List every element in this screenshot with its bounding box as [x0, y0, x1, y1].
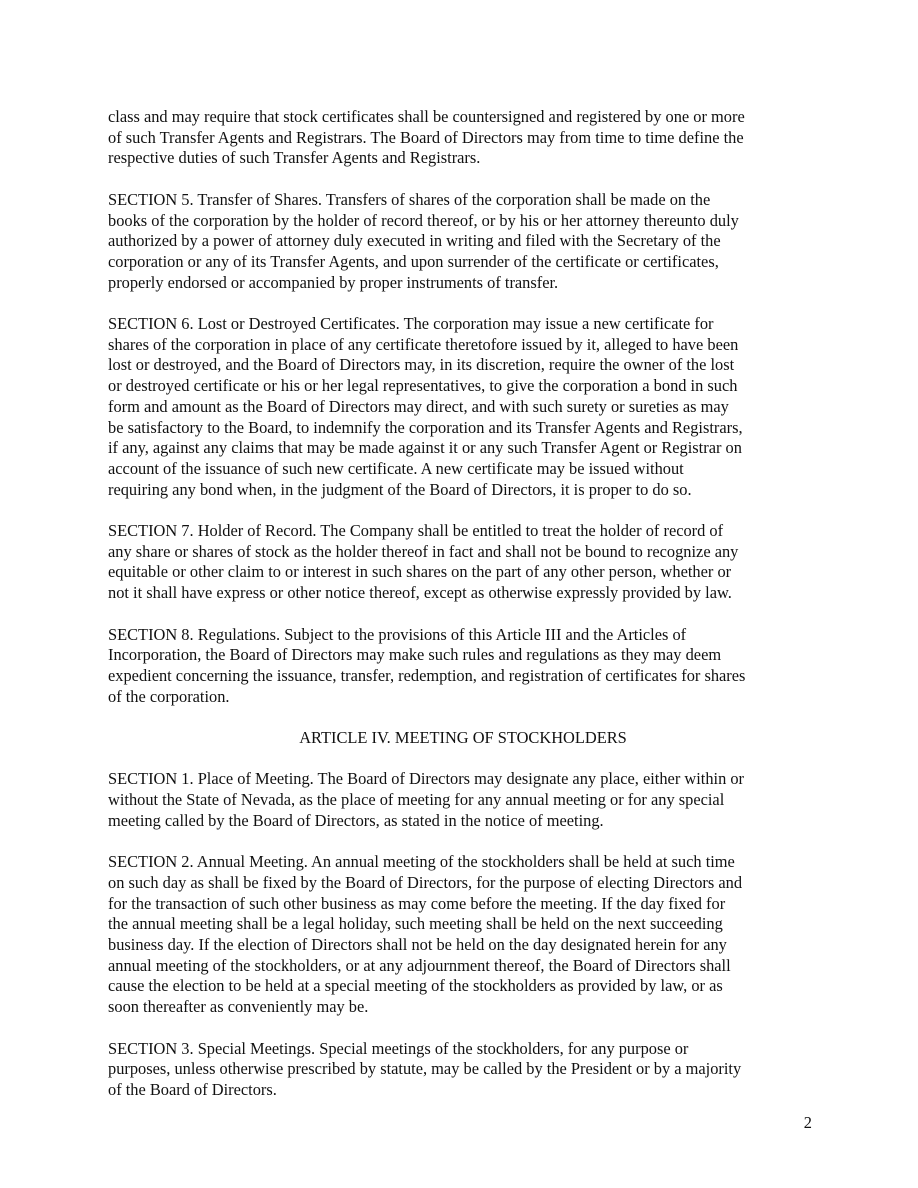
text-line: form and amount as the Board of Directors may direct, and with such surety or sureties as may [108, 396, 729, 416]
text-line: SECTION 3. Special Meetings. Special meetings of the stockholders, for any purpose or [108, 1038, 689, 1058]
text-line: SECTION 1. Place of Meeting. The Board of Directors may designate any place, either within or [108, 769, 745, 789]
text-line: be satisfactory to the Board, to indemnify the corporation and its Transfer Agents and Registrars, [108, 417, 743, 437]
text-line: shares of the corporation in place of any certificate theretofore issued by it, alleged to have been [108, 334, 739, 354]
text-line: SECTION 8. Regulations. Subject to the provisions of this Article III and the Articles of [108, 624, 687, 644]
paragraph-section-3-special-meetings [108, 1039, 818, 1101]
paragraph-section-7-holder-of-record [108, 521, 818, 604]
text-line: properly endorsed or accompanied by proper instruments of transfer. [108, 272, 559, 292]
text-line: requiring any bond when, in the judgment of the Board of Directors, it is proper to do so. [108, 479, 692, 499]
paragraph-section-6-lost-certificates [108, 314, 818, 500]
text-line: books of the corporation by the holder of record thereof, or by his or her attorney thereunto duly [108, 210, 739, 230]
text-line: or destroyed certificate or his or her legal representatives, to give the corporation a bond in such [108, 376, 738, 396]
text-line: business day. If the election of Directors shall not be held on the day designated herein for any [108, 935, 727, 955]
text-line: expedient concerning the issuance, transfer, redemption, and registration of certificates for shares [108, 665, 746, 685]
text-line: meeting called by the Board of Directors, as stated in the notice of meeting. [108, 810, 604, 830]
text-line: SECTION 7. Holder of Record. The Company shall be entitled to treat the holder of record of [108, 521, 724, 541]
text-line: if any, against any claims that may be made against it or any such Transfer Agent or Registrar on [108, 438, 742, 458]
document-body [108, 107, 818, 1121]
text-line: SECTION 2. Annual Meeting. An annual meeting of the stockholders shall be held at such time [108, 852, 735, 872]
text-line: SECTION 6. Lost or Destroyed Certificates. The corporation may issue a new certificate for [108, 314, 714, 333]
text-line: corporation or any of its Transfer Agents, and upon surrender of the certificate or certificates, [108, 251, 719, 271]
text-line: of the corporation. [108, 686, 230, 706]
text-line: respective duties of such Transfer Agents and Registrars. [108, 148, 481, 168]
text-line: equitable or other claim to or interest in such shares on the part of any other person, whether or [108, 562, 732, 582]
text-line: of the Board of Directors. [108, 1079, 277, 1099]
paragraph-section-5-transfer-of-shares [108, 190, 818, 294]
text-line: SECTION 5. Transfer of Shares. Transfers of shares of the corporation shall be made on the [108, 189, 711, 209]
text-line: annual meeting of the stockholders, or at any adjournment thereof, the Board of Directors shall [108, 955, 731, 975]
text-line: class and may require that stock certificates shall be countersigned and registered by one or more [108, 107, 745, 126]
text-line: soon thereafter as conveniently may be. [108, 997, 369, 1017]
article-iv-heading: ARTICLE IV. MEETING OF STOCKHOLDERS [299, 728, 627, 748]
text-line: purposes, unless otherwise prescribed by statute, may be called by the President or by a majority [108, 1059, 742, 1079]
paragraph-section-8-regulations [108, 625, 818, 708]
text-line: authorized by a power of attorney duly executed in writing and filed with the Secretary of the [108, 231, 721, 251]
text-line: cause the election to be held at a special meeting of the stockholders as provided by law, or as [108, 976, 723, 996]
text-line: without the State of Nevada, as the place of meeting for any annual meeting or for any special [108, 790, 725, 810]
text-line: of such Transfer Agents and Registrars. The Board of Directors may from time to time define the [108, 127, 744, 147]
text-line: on such day as shall be fixed by the Board of Directors, for the purpose of electing Directors and [108, 872, 743, 892]
paragraph-article-iii-section-4-continuation [108, 107, 818, 169]
text-line: for the transaction of such other business as may come before the meeting. If the day fixed for [108, 893, 726, 913]
text-line: the annual meeting shall be a legal holiday, such meeting shall be held on the next succeeding [108, 914, 723, 934]
paragraph-section-2-annual-meeting [108, 852, 818, 1018]
page-number: 2 [803, 1113, 812, 1132]
text-line: lost or destroyed, and the Board of Directors may, in its discretion, require the owner of the lost [108, 355, 735, 375]
text-line: account of the issuance of such new certificate. A new certificate may be issued without [108, 458, 684, 478]
text-line: not it shall have express or other notice thereof, except as otherwise expressly provided by law. [108, 583, 732, 603]
paragraph-section-1-place-of-meeting [108, 769, 818, 831]
text-line: Incorporation, the Board of Directors may make such rules and regulations as they may deem [108, 645, 722, 665]
text-line: any share or shares of stock as the holder thereof in fact and shall not be bound to recognize any [108, 541, 739, 561]
